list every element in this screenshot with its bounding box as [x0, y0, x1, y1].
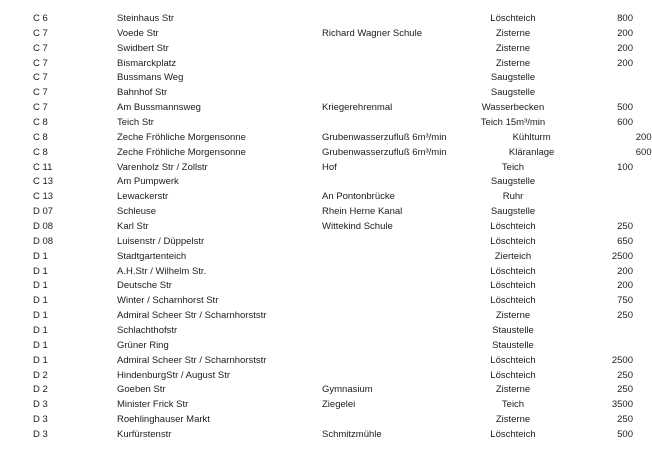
water-source-type: Löschteich	[490, 265, 536, 277]
capacity-value: 500	[617, 428, 633, 440]
street-name: Luisenstr / Düppelstr	[117, 235, 205, 247]
capacity-value: 650	[617, 235, 633, 247]
street-name: Am Bussmannsweg	[117, 102, 201, 114]
street-name: Admiral Scheer Str / Scharnhorststr	[117, 354, 267, 366]
grid-reference: C 7	[33, 27, 48, 39]
water-source-type: Teich 15m³/min	[480, 116, 546, 128]
grid-reference: C 13	[33, 191, 54, 203]
street-name: Bahnhof Str	[117, 87, 168, 99]
street-name: Voede Str	[117, 27, 159, 39]
capacity-value: 200	[617, 265, 633, 277]
grid-reference: C 7	[33, 102, 48, 114]
capacity-value: 2500	[611, 250, 633, 262]
table-row	[0, 308, 652, 323]
street-name: Am Pumpwerk	[117, 176, 179, 188]
grid-reference: D 2	[33, 369, 48, 381]
capacity-value: 250	[617, 414, 633, 426]
street-name: HindenburgStr / August Str	[117, 369, 231, 381]
capacity-value: 200	[635, 131, 652, 143]
grid-reference: D 07	[33, 206, 54, 218]
grid-reference: D 1	[33, 250, 48, 262]
street-name: Lewackerstr	[117, 191, 169, 203]
grid-reference: D 1	[33, 295, 48, 307]
landmark-name: Richard Wagner Schule	[322, 27, 422, 39]
street-name: A.H.Str / Wilhelm Str.	[117, 265, 207, 277]
capacity-value: 200	[617, 57, 633, 69]
street-name: Bussmans Weg	[117, 72, 184, 84]
table-row	[0, 85, 652, 100]
grid-reference: C 7	[33, 42, 48, 54]
street-name: Deutsche Str	[117, 280, 172, 292]
grid-reference: D 08	[33, 235, 54, 247]
water-source-type: Löschteich	[490, 235, 536, 247]
table-row	[0, 397, 652, 412]
table-row	[0, 278, 652, 293]
grid-reference: D 08	[33, 220, 54, 232]
water-source-type: Löschteich	[490, 354, 536, 366]
grid-reference: C 11	[33, 161, 53, 173]
table-row	[0, 338, 652, 353]
water-source-type: Zisterne	[495, 57, 531, 69]
street-name: Schlachthofstr	[117, 324, 178, 336]
capacity-value: 600	[617, 116, 633, 128]
water-source-type: Löschteich	[490, 369, 536, 381]
water-source-type: Ruhr	[502, 191, 524, 203]
capacity-value: 250	[617, 369, 633, 381]
table-row	[0, 293, 652, 308]
street-name: Varenholz Str / Zollstr	[117, 161, 208, 173]
water-source-type: Löschteich	[490, 220, 536, 232]
street-name: Bismarckplatz	[117, 57, 177, 69]
water-source-type: Wasserbecken	[481, 102, 545, 114]
water-source-type: Löschteich	[490, 428, 536, 440]
grid-reference: C 8	[33, 116, 48, 128]
landmark-name: Kriegerehrenmal	[322, 102, 393, 114]
grid-reference: D 1	[33, 280, 48, 292]
water-source-type: Saugstelle	[490, 206, 536, 218]
street-name: Goeben Str	[117, 384, 166, 396]
street-name: Roehlinghauser Markt	[117, 414, 210, 426]
capacity-value: 250	[617, 220, 633, 232]
water-source-type: Zisterne	[495, 42, 531, 54]
table-row	[0, 219, 652, 234]
water-source-type: Zierteich	[494, 250, 532, 262]
landmark-name: Rhein Herne Kanal	[322, 206, 403, 218]
table-row	[0, 145, 652, 160]
table-row	[0, 234, 652, 249]
table-row	[0, 368, 652, 383]
table-row	[0, 174, 652, 189]
table-row	[0, 323, 652, 338]
capacity-value: 250	[617, 384, 633, 396]
street-name: Teich Str	[117, 116, 154, 128]
table-row	[0, 249, 652, 264]
water-source-type: Löschteich	[490, 295, 536, 307]
water-source-type: Saugstelle	[490, 87, 536, 99]
landmark-name: Ziegelei	[322, 399, 356, 411]
table-row	[0, 115, 652, 130]
water-source-type: Staustelle	[492, 324, 534, 336]
capacity-value: 800	[617, 12, 633, 24]
street-name: Winter / Scharnhorst Str	[117, 295, 219, 307]
grid-reference: C 8	[33, 131, 48, 143]
water-source-type: Löschteich	[490, 12, 536, 24]
grid-reference: D 3	[33, 428, 48, 440]
water-source-type: Kläranlage	[508, 146, 555, 158]
street-name: Zeche Fröhliche Morgensonne	[117, 131, 246, 143]
street-name: Schleuse	[117, 206, 157, 218]
water-source-type: Staustelle	[492, 339, 534, 351]
landmark-name: An Pontonbrücke	[322, 191, 395, 203]
grid-reference: C 7	[33, 87, 48, 99]
grid-reference: C 6	[33, 12, 48, 24]
landmark-name: Grubenwasserzufluß 6m³/min	[322, 146, 447, 158]
street-name: Minister Frick Str	[117, 399, 189, 411]
water-source-type: Zisterne	[495, 27, 531, 39]
grid-reference: D 1	[33, 310, 48, 322]
landmark-name: Grubenwasserzufluß 6m³/min	[322, 131, 447, 143]
water-source-type: Saugstelle	[490, 176, 536, 188]
street-name: Grüner Ring	[117, 339, 169, 351]
street-name: Admiral Scheer Str / Scharnhorststr	[117, 310, 267, 322]
capacity-value: 200	[617, 27, 633, 39]
capacity-value: 250	[617, 310, 633, 322]
grid-reference: D 3	[33, 399, 48, 411]
capacity-value: 100	[617, 161, 633, 173]
capacity-value: 3500	[611, 399, 633, 411]
table-row	[0, 264, 652, 279]
capacity-value: 2500	[611, 354, 633, 366]
table-row	[0, 204, 652, 219]
street-name: Stadtgartenteich	[117, 250, 187, 262]
street-name: Steinhaus Str	[117, 12, 175, 24]
grid-reference: C 13	[33, 176, 54, 188]
water-supply-table	[0, 11, 652, 442]
table-row	[0, 56, 652, 71]
table-row	[0, 189, 652, 204]
capacity-value: 750	[617, 295, 633, 307]
water-source-type: Zisterne	[495, 414, 531, 426]
landmark-name: Schmitzmühle	[322, 428, 382, 440]
water-source-type: Zisterne	[495, 384, 531, 396]
street-name: Karl Str	[117, 220, 149, 232]
water-source-type: Zisterne	[495, 310, 531, 322]
grid-reference: D 1	[33, 265, 48, 277]
table-row	[0, 100, 652, 115]
table-row	[0, 130, 652, 145]
capacity-value: 600	[635, 146, 652, 158]
capacity-value: 500	[617, 102, 633, 114]
grid-reference: C 7	[33, 72, 48, 84]
water-source-type: Saugstelle	[490, 72, 536, 84]
table-row	[0, 70, 652, 85]
grid-reference: C 7	[33, 57, 48, 69]
street-name: Kurfürstenstr	[117, 428, 172, 440]
grid-reference: D 2	[33, 384, 48, 396]
table-row	[0, 353, 652, 368]
grid-reference: C 8	[33, 146, 48, 158]
grid-reference: D 3	[33, 414, 48, 426]
table-row	[0, 382, 652, 397]
capacity-value: 200	[617, 280, 633, 292]
water-source-type: Kühlturm	[512, 131, 551, 143]
table-row	[0, 41, 652, 56]
landmark-name: Gymnasium	[322, 384, 373, 396]
street-name: Zeche Fröhliche Morgensonne	[117, 146, 246, 158]
table-row	[0, 427, 652, 442]
water-source-type: Löschteich	[490, 280, 536, 292]
capacity-value: 200	[617, 42, 633, 54]
table-row	[0, 412, 652, 427]
grid-reference: D 1	[33, 324, 48, 336]
landmark-name: Wittekind Schule	[322, 220, 393, 232]
table-row	[0, 160, 652, 175]
water-source-type: Teich	[501, 399, 525, 411]
table-row	[0, 11, 652, 26]
street-name: Swidbert Str	[117, 42, 169, 54]
grid-reference: D 1	[33, 354, 48, 366]
water-source-type: Teich	[501, 161, 525, 173]
table-row	[0, 26, 652, 41]
grid-reference: D 1	[33, 339, 48, 351]
landmark-name: Hof	[322, 161, 337, 173]
